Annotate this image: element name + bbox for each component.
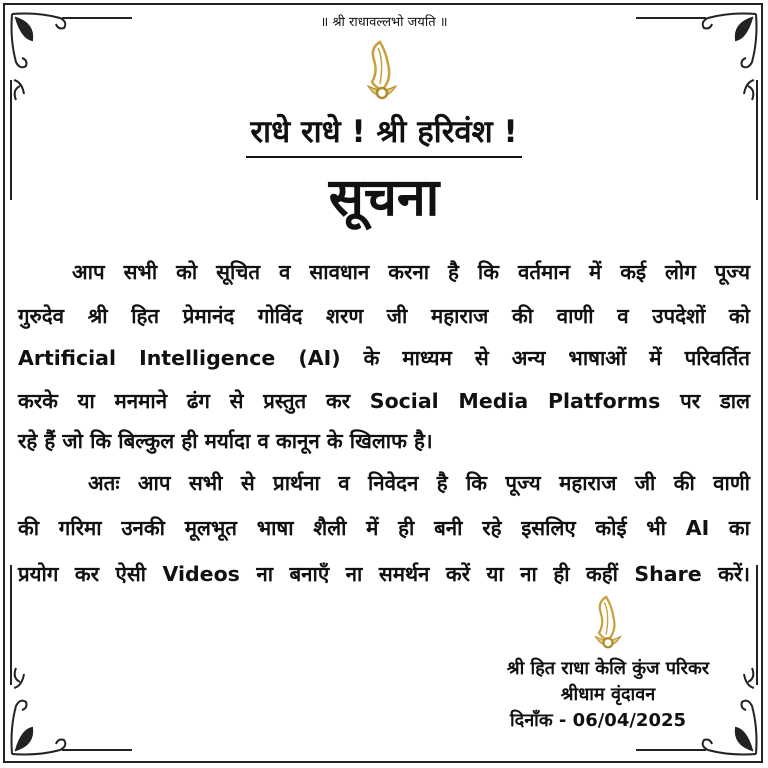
- notice-heading: सूचना: [328, 168, 440, 228]
- body-line: प्रयोग कर ऐसी Videos ना बनाएँ ना समर्थन करें या ना ही कहीं Share करें।: [18, 562, 750, 586]
- body-line: रहे हैं जो कि बिल्कुल ही मर्यादा व कानून के खिलाफ है।: [18, 429, 433, 453]
- signature-place: श्रीधाम वृंदावन: [560, 684, 656, 705]
- signature-org: श्री हित राधा केलि कुंज परिकर: [506, 658, 710, 679]
- paisley-ornament-icon: [590, 594, 626, 652]
- body-line: आप सभी को सूचित व सावधान करना है कि वर्तमान में कई लोग पूज्य: [72, 260, 750, 284]
- body-line: Artificial Intelligence (AI) के माध्यम से अन्य भाषाओं में परिवर्तित: [18, 346, 750, 370]
- body-line: करके या मनमाने ढंग से प्रस्तुत कर Social Media Platforms पर डाल: [18, 389, 750, 413]
- body-line: की गरिमा उनकी मूलभूत भाषा शैली में ही बनी रहे इसलिए कोई भी AI का: [18, 516, 750, 540]
- greeting-title: राधे राधे ! श्री हरिवंश !: [0, 110, 768, 158]
- body-line: अतः आप सभी से प्रार्थना व निवेदन है कि पूज्य महाराज जी की वाणी: [88, 471, 750, 495]
- invocation-header: ॥ श्री राधावल्लभो जयति ॥: [320, 15, 448, 30]
- signature-date: दिनाँक - 06/04/2025: [509, 710, 687, 731]
- body-line: गुरुदेव श्री हित प्रेमानंद गोविंद शरण जी महाराज की वाणी व उपदेशों को: [18, 304, 750, 328]
- paisley-ornament-icon: [362, 40, 402, 102]
